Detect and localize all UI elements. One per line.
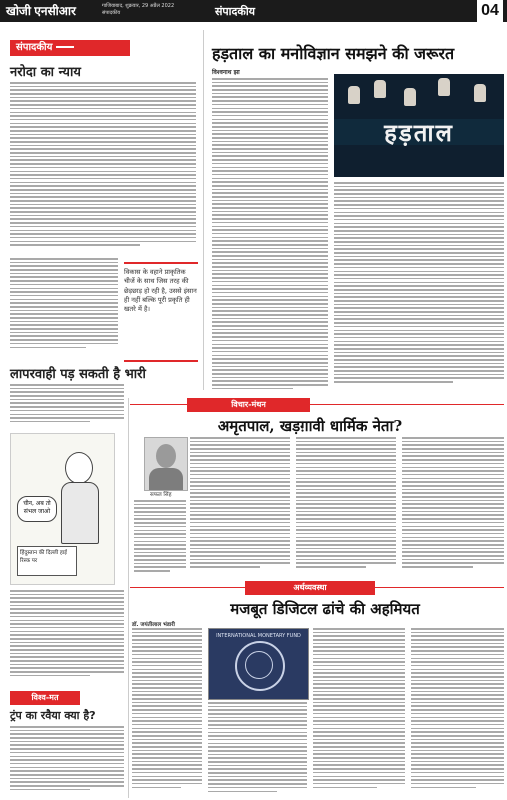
vichar-title: अमृतपाल, खड़ग़ावी धार्मिक नेता?: [217, 417, 403, 435]
cartoon-figure-icon: [61, 482, 99, 544]
economy-article-byline: डॉ. जयंतीलाल भंडारी: [132, 622, 175, 628]
pull-quote: विकास के वहाने प्राकृतिक चीजें के साथ जिस तरह की छेड़छाड़ हो रही है, उससे इंसान ही नहीं बल्कि पूरी प्रकृति ही खतरे में है।: [124, 262, 198, 362]
world-opinion-label: विश्व-मत: [10, 691, 80, 705]
hero-image-word: हड़ताल: [384, 119, 454, 147]
economy-body-col1: [132, 628, 202, 796]
date-subline: संपादकीय: [102, 10, 121, 16]
left-column-body: [10, 590, 124, 686]
imf-image-label: INTERNATIONAL MONETARY FUND: [216, 633, 301, 639]
portrait-caption: सफल सिंह: [150, 492, 172, 498]
raised-fist-icon: [374, 80, 386, 98]
lead-article-body-right: [334, 182, 504, 390]
page-section-title: संपादकीय: [215, 6, 256, 18]
masthead-date: [102, 3, 174, 17]
cartoon-sign: हिंदुस्तान की दिल्ली हाई रिस्क पर: [17, 546, 77, 576]
economy-body-col3: [313, 628, 405, 796]
raised-fist-icon: [474, 84, 486, 102]
raised-fist-icon: [438, 78, 450, 96]
column-divider: [128, 398, 129, 798]
vichar-section-label: विचार-मंथन: [187, 398, 310, 412]
raised-fist-icon: [348, 86, 360, 104]
lead-article-body: [212, 78, 328, 390]
economy-body-col4: [411, 628, 504, 796]
world-opinion-body: [10, 726, 124, 796]
column-divider: [203, 30, 204, 390]
lead-article-title: हड़ताल का मनोविज्ञान समझने की जरूरत: [212, 44, 455, 63]
economy-section-label: अर्थव्यवस्था: [245, 581, 375, 595]
masthead: [0, 0, 507, 22]
editorial-body-continued: [10, 258, 118, 362]
editorial-cartoon: [10, 433, 115, 585]
raised-fist-icon: [404, 88, 416, 106]
vichar-body-col3: [402, 437, 504, 577]
strike-hero-image: [334, 74, 504, 177]
author-portrait: [144, 437, 188, 491]
lead-article-byline: विश्वनाथ झा: [212, 69, 240, 76]
vichar-body-col2: [296, 437, 396, 577]
second-editorial-body: [10, 384, 124, 430]
cartoon-face-icon: [65, 452, 93, 484]
imf-image: [208, 628, 309, 700]
economy-body-col2: [208, 702, 307, 796]
page-number: 04: [477, 0, 503, 22]
world-opinion-headline: ट्रंप का रवैया क्या है?: [10, 709, 96, 722]
editorial-headline: नरोदा का न्याय: [10, 65, 81, 80]
second-editorial-headline: लापरवाही पड़ सकती है भारी: [10, 367, 146, 382]
date-line: गाजियाबाद, शुक्रवार, 29 अप्रैल 2022: [102, 3, 175, 9]
cartoon-speech-bubble: चीन, अब तो संभल जाओ: [17, 496, 57, 522]
editorial-body: [10, 82, 196, 254]
newspaper-logo: खोजी एनसीआर: [6, 4, 76, 18]
vichar-body-under-portrait: [134, 500, 186, 577]
editorial-label-text: संपादकीय: [16, 42, 53, 53]
economy-article-title: मजबूत डिजिटल ढांचे की अहमियत: [230, 600, 420, 618]
vichar-body-col1: [190, 437, 290, 577]
editorial-label: [10, 40, 130, 56]
